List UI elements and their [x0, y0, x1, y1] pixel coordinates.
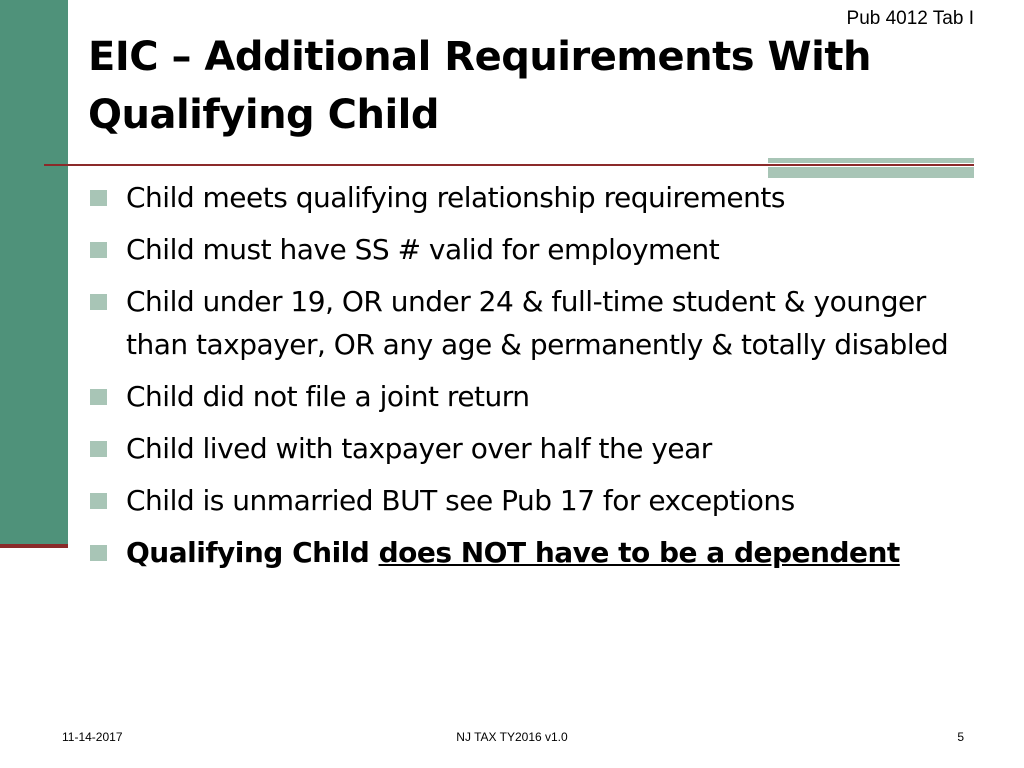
- bullet-text: Child under 19, OR under 24 & full-time student & younger than taxpayer, OR any age & permanently & totally disabled: [126, 285, 949, 361]
- bullet-text: Child meets qualifying relationship requirements: [126, 181, 785, 214]
- bullet-square-icon: [90, 190, 107, 206]
- list-item-emphasis: [90, 531, 970, 574]
- bullet-square-icon: [90, 545, 107, 561]
- bullet-text: Child did not file a joint return: [126, 380, 530, 413]
- footer-date: 11-14-2017: [62, 730, 123, 744]
- accent-band-top: [768, 158, 974, 163]
- list-item: [90, 176, 970, 219]
- bullet-text: Child is unmarried BUT see Pub 17 for exceptions: [126, 484, 795, 517]
- bullet-square-icon: [90, 441, 107, 457]
- bullet-text: Child lived with taxpayer over half the year: [126, 432, 712, 465]
- list-item: [90, 228, 970, 271]
- left-bar-rule: [0, 544, 68, 548]
- publication-reference: Pub 4012 Tab I: [846, 8, 974, 29]
- bullet-square-icon: [90, 294, 107, 310]
- bullet-underlined-text: does NOT have to be a dependent: [378, 536, 900, 569]
- list-item: [90, 280, 970, 366]
- accent-strip: [768, 158, 974, 178]
- requirements-list: [90, 176, 970, 583]
- bullet-text: Child must have SS # valid for employment: [126, 233, 720, 266]
- bullet-square-icon: [90, 242, 107, 258]
- bullet-square-icon: [90, 389, 107, 405]
- footer-center-text: NJ TAX TY2016 v1.0: [456, 730, 568, 744]
- list-item: [90, 479, 970, 522]
- slide-title: EIC – Additional Requirements With Qualifying Child: [88, 34, 871, 138]
- bullet-bold-text: Qualifying Child: [126, 536, 379, 569]
- left-accent-bar: [0, 0, 68, 548]
- bullet-square-icon: [90, 493, 107, 509]
- footer-page-number: 5: [957, 730, 964, 744]
- list-item: [90, 427, 970, 470]
- list-item: [90, 375, 970, 418]
